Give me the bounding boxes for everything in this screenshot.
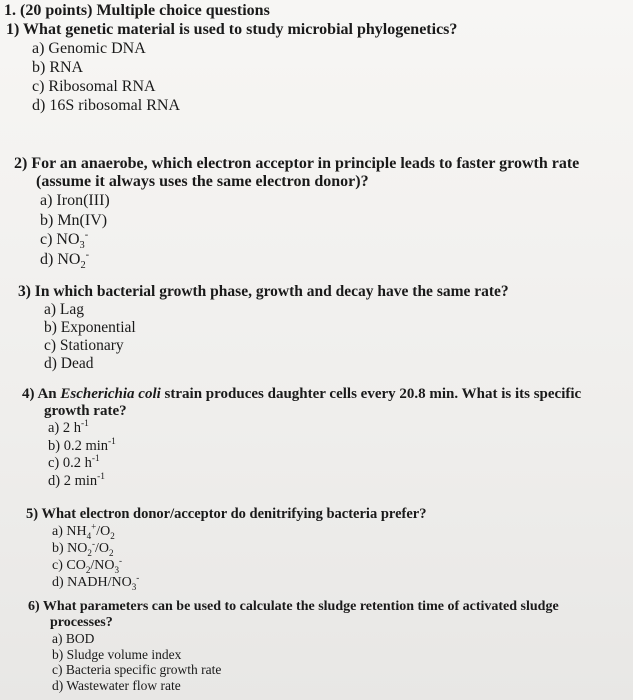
question-2	[14, 155, 629, 269]
question-1-option-a: a) Genomic DNA	[32, 40, 146, 57]
question-1-option-b: b) RNA	[32, 59, 84, 76]
question-5-option-a-p3: /O	[96, 524, 111, 539]
question-1-number: 1)	[6, 21, 20, 38]
question-2-option-d-sub: 2	[80, 259, 86, 271]
question-3-option-a: a) Lag	[44, 301, 85, 318]
question-6-stem-line2: processes?	[50, 615, 113, 630]
question-3	[18, 283, 509, 373]
question-5-option-c-sup: -	[119, 555, 123, 566]
question-3-number: 3)	[18, 283, 31, 300]
question-4-option-d-sup: -1	[97, 471, 105, 482]
question-3-stem: In which bacterial growth phase, growth and decay have the same rate?	[34, 283, 509, 300]
question-5-option-d	[52, 574, 426, 591]
question-6-text	[28, 599, 613, 631]
question-5-option-c-p2: /NO	[90, 558, 115, 573]
question-5-option-c-p0: c) CO	[52, 558, 86, 573]
question-6-option-d: d) Wastewater flow rate	[52, 677, 181, 693]
question-1-option-c: c) Ribosomal RNA	[32, 78, 156, 95]
question-6-option-c: c) Bacteria specific growth rate	[52, 662, 222, 677]
question-5-option-b-sub: 2	[87, 547, 92, 558]
question-1-option-d: d) 16S ribosomal RNA	[32, 97, 180, 114]
question-2-option-d	[40, 250, 629, 270]
question-3-text	[18, 283, 509, 301]
question-2-option-d-base: d) NO	[40, 250, 81, 268]
question-2-number: 2)	[14, 155, 28, 172]
question-4	[22, 386, 622, 490]
question-3-option-d: d) Dead	[44, 355, 94, 372]
question-4-option-a-sup: -1	[81, 419, 89, 430]
question-1-stem: What genetic material is used to study microbial phylogenetics?	[23, 21, 458, 38]
question-5-option-c-sub2: 3	[114, 564, 120, 575]
question-5-option-b-sup: -	[91, 538, 95, 549]
question-5-option-b-p3: /O	[94, 541, 109, 556]
question-5-option-d-sup: -	[136, 572, 140, 583]
question-4-organism: Escherichia coli	[60, 386, 161, 402]
question-4-number: 4)	[22, 386, 35, 402]
question-5-stem: What electron donor/acceptor do denitrifying bacteria prefer?	[41, 506, 427, 522]
question-3-option-b: b) Exponential	[44, 319, 136, 336]
question-4-stem-before: An	[37, 386, 61, 402]
question-4-option-b-base: b) 0.2 min	[48, 437, 109, 454]
question-2-text	[14, 155, 629, 191]
question-4-option-a-base: a) 2 h	[48, 420, 82, 436]
question-5-option-a-sup: +	[91, 521, 97, 532]
question-4-stem-line2: growth rate?	[44, 403, 127, 419]
question-4-option-c-sup: -1	[91, 454, 100, 465]
question-2-option-c-sup: -	[84, 229, 89, 241]
question-4-option-b-sup: -1	[108, 436, 116, 447]
question-5	[26, 506, 426, 591]
question-2-option-c-base: c) NO	[40, 231, 80, 248]
question-1-text	[6, 21, 457, 39]
question-5-option-d-sub: 3	[131, 581, 137, 592]
question-5-text	[26, 506, 426, 523]
question-6-option-a: a) BOD	[52, 631, 95, 646]
question-6-stem-line1: What parameters can be used to calculate the sludge retention time of activated sludge	[42, 599, 559, 614]
question-6	[28, 599, 613, 693]
question-2-stem-line1: For an anaerobe, which electron acceptor in principle leads to faster growth rate	[31, 155, 580, 172]
question-6-option-b: b) Sludge volume index	[52, 646, 182, 662]
question-5-option-b-sub2: 2	[108, 547, 114, 558]
question-2-option-c	[40, 230, 629, 250]
question-5-option-a-sub: 4	[86, 530, 92, 541]
question-5-option-b	[52, 540, 426, 557]
question-3-option-c: c) Stationary	[44, 337, 124, 354]
question-5-option-a	[52, 523, 426, 540]
question-6-number: 6)	[28, 599, 40, 614]
question-2-option-a: a) Iron(III)	[40, 192, 110, 209]
question-2-stem-line2: (assume it always uses the same electron donor)?	[36, 173, 369, 190]
section-header: 1. (20 points) Multiple choice questions	[4, 2, 270, 19]
question-4-option-c	[48, 455, 622, 473]
question-4-text	[22, 386, 622, 420]
question-4-option-d	[48, 473, 622, 491]
question-4-option-d-base: d) 2 min	[48, 472, 98, 489]
question-4-option-b	[48, 438, 622, 456]
question-5-option-c-sub: 2	[85, 564, 91, 575]
question-2-option-b: b) Mn(IV)	[40, 211, 108, 229]
question-5-option-b-p0: b) NO	[52, 541, 88, 556]
question-2-option-c-sub: 3	[79, 240, 85, 252]
question-5-option-a-sub2: 2	[110, 530, 115, 541]
question-5-option-d-p0: d) NADH/NO	[52, 575, 132, 590]
question-5-option-c	[52, 557, 426, 574]
question-4-option-a	[48, 420, 622, 438]
question-5-number: 5)	[26, 506, 39, 522]
question-2-option-d-sup: -	[85, 249, 90, 261]
question-4-stem-after: strain produces daughter cells every 20.8 min. What is its specific	[160, 386, 582, 402]
question-5-option-a-p0: a) NH	[52, 524, 87, 539]
question-1	[6, 21, 457, 115]
question-4-option-c-base: c) 0.2 h	[48, 455, 92, 471]
